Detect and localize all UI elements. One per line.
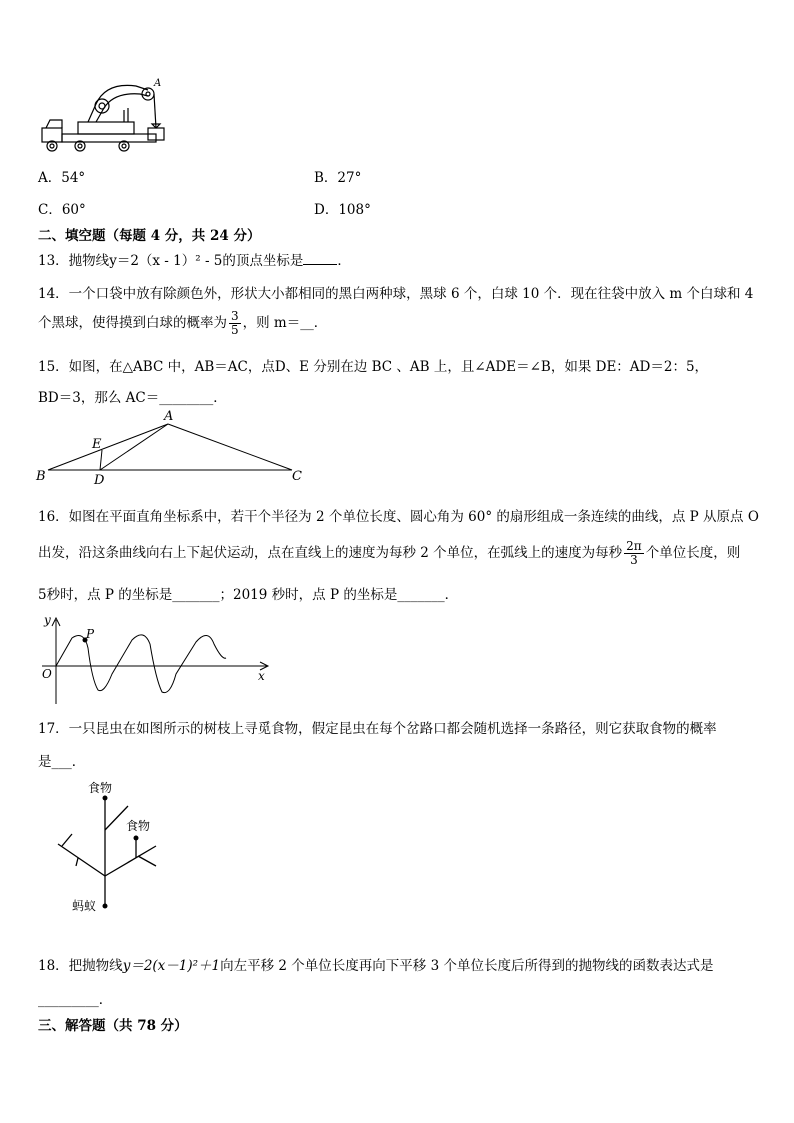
q16-fraction (624, 540, 644, 567)
q18-post: 向左平移 2 个单位长度再向下平移 3 个单位长度后所得到的抛物线的函数表达式是 (220, 958, 714, 974)
q18-eq: y＝2(x－1)²＋1 (122, 958, 221, 974)
option-b: B．27° (314, 170, 362, 186)
q14-line2-pre: 个黑球，使得摸到白球的概率为 (38, 315, 227, 331)
q15-label-d: D (94, 473, 105, 484)
option-c: C．60° (38, 202, 86, 218)
q15-line1: 15．如图，在△ABC 中，AB＝AC，点D、E 分别在边 BC 、AB 上，且∠ADE＝∠B，如果 DE：AD＝2：5， (38, 359, 709, 375)
q16-label-o: O (42, 667, 52, 681)
q16-frac-den: 3 (630, 553, 638, 567)
q17-label-ant: 蚂蚁 (72, 899, 97, 913)
q15-triangle-figure (34, 408, 314, 484)
q13-blank (303, 264, 337, 265)
q16-line2 (38, 540, 740, 567)
q14-line2 (38, 310, 327, 337)
q18-line2: _________． (38, 992, 113, 1008)
q15-label-b: B (36, 469, 46, 484)
q18-pre: 18．把抛物线 (38, 958, 123, 974)
q14-frac-num: 3 (231, 309, 239, 323)
q14-fraction (229, 310, 241, 337)
q13 (38, 249, 351, 269)
q14-line2-post: ，则 m＝__． (242, 315, 328, 331)
q15-label-a: A (164, 409, 174, 424)
option-a: A．54° (38, 170, 86, 186)
option-d: D．108° (314, 202, 371, 218)
q18-line1 (38, 954, 713, 974)
crane-figure (36, 78, 176, 158)
q17-tree-figure (50, 776, 170, 918)
q16-curve-figure (36, 612, 276, 708)
q16-line2-post: 个单位长度，则 (645, 545, 741, 561)
q16-line2-pre: 出发，沿这条曲线向右上下起伏运动，点在直线上的速度为每秒 2 个单位，在弧线上的速度为每秒 (38, 545, 623, 561)
q16-line3: 5秒时，点 P 的坐标是_______；2019 秒时，点 P 的坐标是_______． (38, 587, 459, 603)
q16-frac-num: 2π (626, 539, 642, 553)
q17-label-food-top: 食物 (88, 781, 113, 795)
q17-line2: 是___． (38, 754, 86, 770)
q13-end: ． (337, 253, 351, 269)
q16-label-y: y (44, 613, 51, 627)
q13-post: 的顶点坐标是 (222, 253, 304, 269)
q16-label-p: P (86, 627, 95, 641)
q15-line2: BD＝3，那么 AC＝________． (38, 390, 227, 406)
q16-label-x: x (258, 669, 265, 683)
section3-title: 三、解答题（共 78 分） (38, 1018, 188, 1034)
q14-line1: 14．一个口袋中放有除颜色外，形状大小都相同的黑白两种球，黑球 6 个，白球 10 个．现在往袋中放入 m 个白球和 4 (38, 286, 754, 302)
q13-pre: 13．抛物线 (38, 253, 110, 269)
crane-label-a: A (154, 78, 162, 89)
section2-title: 二、填空题（每题 4 分，共 24 分） (38, 228, 261, 244)
q17-label-food-right: 食物 (126, 819, 151, 833)
q15-label-e: E (92, 437, 102, 452)
q17-line1: 17．一只昆虫在如图所示的树枝上寻觅食物，假定昆虫在每个岔路口都会随机选择一条路径，则它获取食物的概率 (38, 721, 717, 737)
q16-line1: 16．如图在平面直角坐标系中，若干个半径为 2 个单位长度、圆心角为 60° 的扇形组成一条连续的曲线，点 P 从原点 O (38, 509, 759, 525)
q13-eq: y＝2（x - 1）² - 5 (109, 253, 223, 269)
q14-frac-den: 5 (231, 323, 239, 337)
q15-label-c: C (292, 469, 302, 484)
